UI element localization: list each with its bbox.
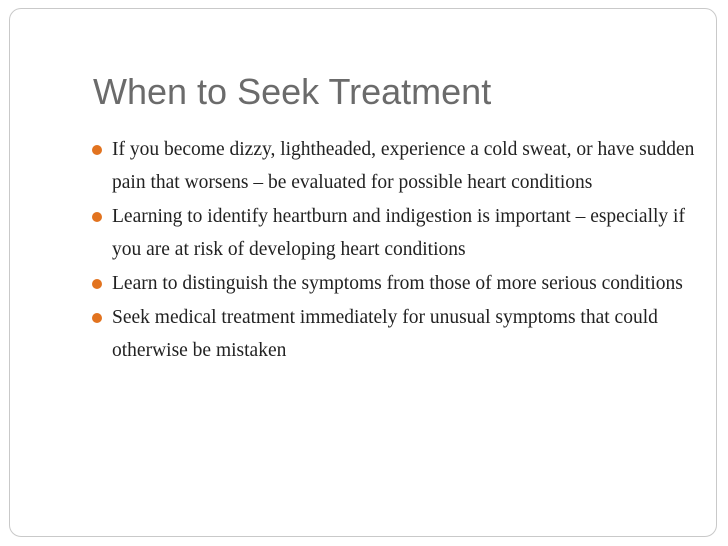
bullet-dot-icon xyxy=(92,279,102,289)
bullet-list xyxy=(92,133,700,368)
bullet-text: If you become dizzy, lightheaded, experience a cold sweat, or have sudden pain that worsens – be evaluated for possible heart conditions xyxy=(112,139,695,193)
bullet-item-1 xyxy=(92,133,700,199)
bullet-item-2 xyxy=(92,200,700,266)
slide-title: When to Seek Treatment xyxy=(93,71,492,112)
bullet-item-3 xyxy=(92,267,700,300)
bullet-text: Learn to distinguish the symptoms from those of more serious conditions xyxy=(112,273,683,294)
bullet-text: Seek medical treatment immediately for unusual symptoms that could otherwise be mistaken xyxy=(112,307,658,361)
bullet-dot-icon xyxy=(92,313,102,323)
bullet-text: Learning to identify heartburn and indigestion is important – especially if you are at risk of developing heart conditions xyxy=(112,206,685,260)
bullet-item-4 xyxy=(92,301,700,367)
bullet-dot-icon xyxy=(92,212,102,222)
bullet-dot-icon xyxy=(92,145,102,155)
slide-frame xyxy=(9,8,717,537)
